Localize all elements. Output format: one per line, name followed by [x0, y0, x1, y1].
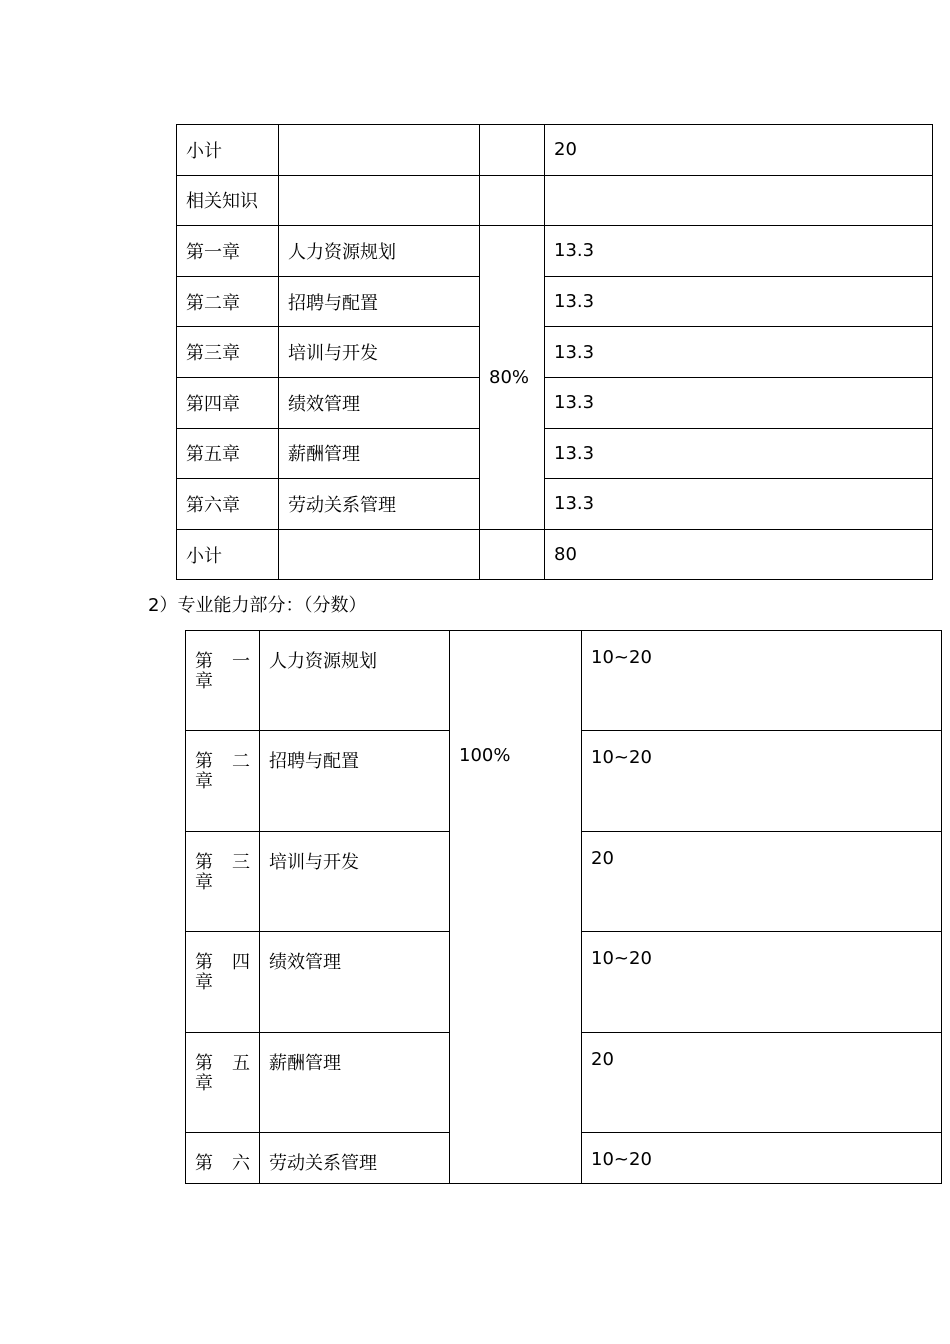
- chapter-title: 劳动关系管理: [260, 1132, 450, 1183]
- chapter-char: 第: [195, 952, 213, 974]
- chapter-number: 第四章: [177, 377, 279, 428]
- chapter-title: 劳动关系管理: [279, 479, 480, 530]
- chapter-char: 章: [195, 1072, 213, 1094]
- chapter-char: 第: [195, 1052, 213, 1074]
- chapter-cell: [186, 731, 260, 831]
- chapter-char: 章: [195, 671, 213, 692]
- chapter-title: 人力资源规划: [260, 631, 450, 731]
- table-row: [177, 175, 933, 226]
- chapter-char: 一: [232, 651, 250, 672]
- table-row: [177, 125, 933, 176]
- chapter-title: 绩效管理: [260, 932, 450, 1032]
- chapter-char: 章: [195, 771, 213, 793]
- chapter-score: 10~20: [582, 932, 942, 1032]
- empty-cell: [545, 175, 933, 226]
- chapter-title: 培训与开发: [260, 831, 450, 931]
- chapter-char: 第: [195, 1152, 213, 1174]
- chapter-title: 绩效管理: [279, 377, 480, 428]
- chapter-score: 13.3: [545, 428, 933, 479]
- knowledge-score-table: [176, 124, 933, 580]
- chapter-char: 章: [195, 972, 213, 994]
- chapter-score: 10~20: [582, 1132, 942, 1183]
- empty-cell: [480, 125, 545, 176]
- chapter-title: 薪酬管理: [279, 428, 480, 479]
- chapter-score: 20: [582, 831, 942, 931]
- chapter-char: 五: [232, 1052, 250, 1074]
- table-row: [177, 276, 933, 327]
- ability-score-table: [185, 630, 942, 1184]
- chapter-score: 13.3: [545, 479, 933, 530]
- chapter-cell: [186, 631, 260, 731]
- subtotal-label: 小计: [177, 529, 279, 580]
- chapter-score: 13.3: [545, 377, 933, 428]
- chapter-title: 培训与开发: [279, 327, 480, 378]
- subtotal-label: 小计: [177, 125, 279, 176]
- chapter-score: 10~20: [582, 731, 942, 831]
- empty-cell: [480, 529, 545, 580]
- table-row: [177, 479, 933, 530]
- weight-cell: 80%: [480, 226, 545, 530]
- chapter-cell: [186, 932, 260, 1032]
- empty-cell: [480, 175, 545, 226]
- section-caption: 2）专业能力部分：（分数）: [148, 595, 367, 616]
- section-label: 相关知识: [177, 175, 279, 226]
- chapter-cell: [186, 831, 260, 931]
- table-row: [186, 631, 942, 731]
- chapter-title: 招聘与配置: [260, 731, 450, 831]
- chapter-char: 二: [232, 751, 250, 773]
- chapter-number: 第五章: [177, 428, 279, 479]
- chapter-cell: [186, 1132, 260, 1183]
- chapter-title: 人力资源规划: [279, 226, 480, 277]
- subtotal-score: 20: [545, 125, 933, 176]
- chapter-title: 薪酬管理: [260, 1032, 450, 1132]
- chapter-number: 第三章: [177, 327, 279, 378]
- table-row: [177, 529, 933, 580]
- empty-cell: [279, 529, 480, 580]
- chapter-score: 13.3: [545, 327, 933, 378]
- chapter-number: 第二章: [177, 276, 279, 327]
- chapter-score: 13.3: [545, 226, 933, 277]
- chapter-title: 招聘与配置: [279, 276, 480, 327]
- chapter-char: 四: [232, 952, 250, 974]
- table-row: [177, 428, 933, 479]
- table-row: [177, 377, 933, 428]
- chapter-char: 第: [195, 651, 213, 672]
- chapter-score: 13.3: [545, 276, 933, 327]
- weight-cell: 100%: [450, 631, 582, 1184]
- table-row: [177, 226, 933, 277]
- table-row: [177, 327, 933, 378]
- chapter-char: 第: [195, 851, 213, 873]
- empty-cell: [279, 175, 480, 226]
- chapter-score: 10~20: [582, 631, 942, 731]
- chapter-number: 第一章: [177, 226, 279, 277]
- chapter-score: 20: [582, 1032, 942, 1132]
- chapter-char: 章: [195, 871, 213, 893]
- chapter-number: 第六章: [177, 479, 279, 530]
- chapter-cell: [186, 1032, 260, 1132]
- subtotal-score: 80: [545, 529, 933, 580]
- chapter-char: 三: [232, 851, 250, 873]
- chapter-char: 第: [195, 751, 213, 773]
- chapter-char: 六: [232, 1152, 250, 1174]
- empty-cell: [279, 125, 480, 176]
